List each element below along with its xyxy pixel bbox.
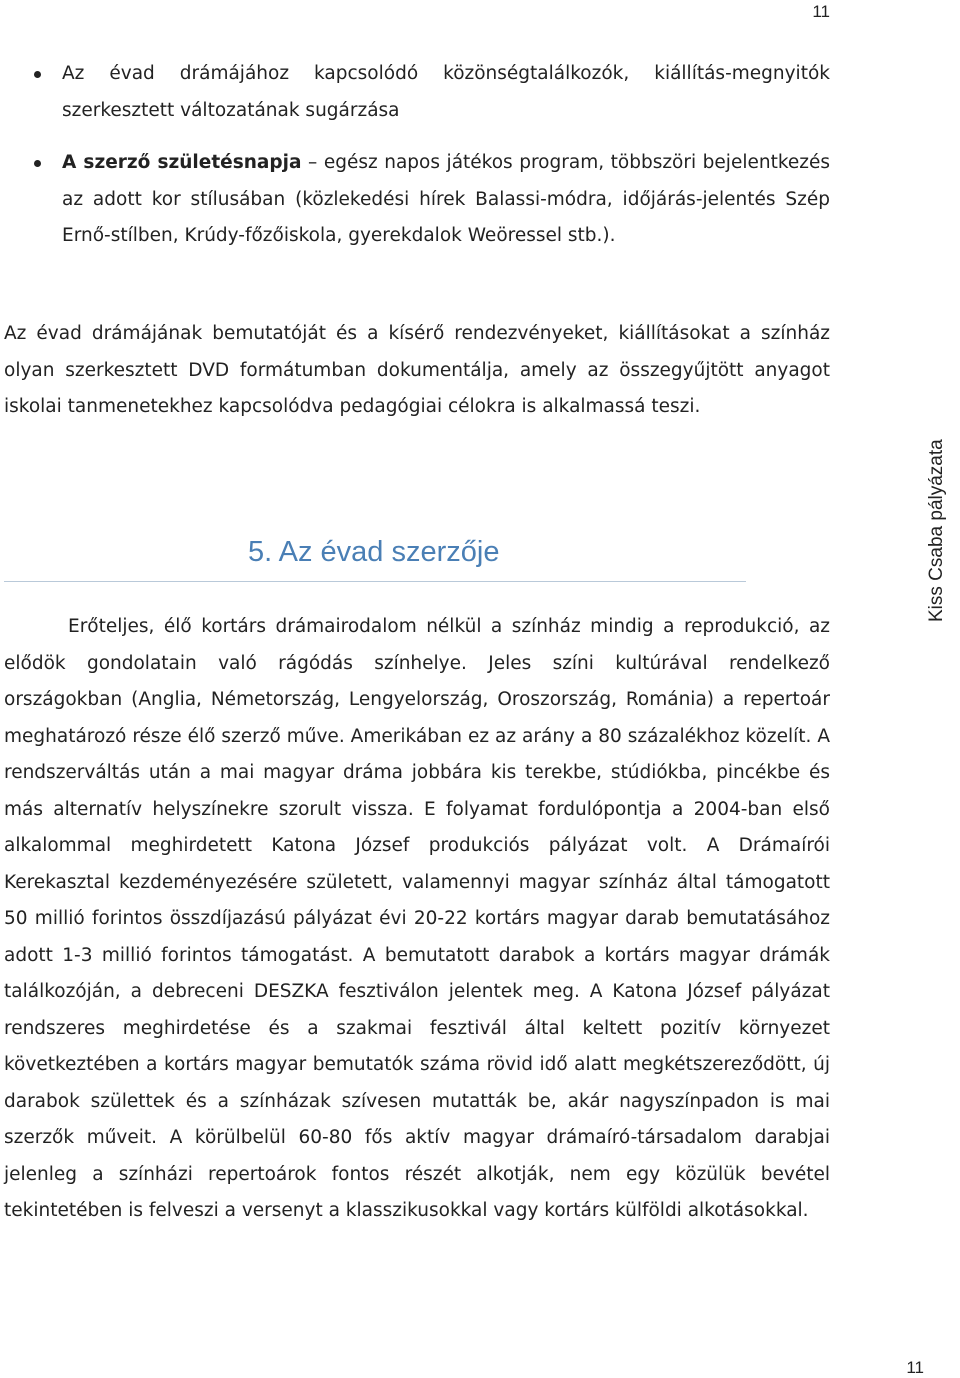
bullet-text: Az évad drámájához kapcsolódó közönségtalálkozók, kiállítás-megnyitók szerkesztett változatának sugárzása bbox=[62, 63, 830, 121]
page-number-bottom: 11 bbox=[906, 1358, 924, 1377]
side-author-label: Kiss Csaba pályázata bbox=[926, 439, 947, 622]
section-body: Erőteljes, élő kortárs drámairodalom nélkül a színház mindig a reprodukció, az elődök gondolatain való rágódás színhelye. Jeles színi kultúrával rendelkező országokban (Anglia, Németország, Lengyelország, Oroszország, Románia) a repertoár meghatározó része élő szerző műve. Amerikában ez az arány a 80 százalékhoz közelít. A rendszerváltás után a mai magyar dráma jobbára kis terekbe, stúdiókba, pincékbe és más alternatív helyszínekre szorult vissza. E folyamat fordulópontja a 2004-ban első alkalommal meghirdetett Katona József produkciós pályázat volt. A Drámaírói Kerekasztal kezdeményezésére született, valamennyi magyar színház által támogatott 50 millió forintos összdíjazású pályázat évi 20-22 kortárs magyar darab bemutatásához adott 1-3 millió forintos támogatást. A bemutatott darabok a kortárs magyar drámák találkozóján, a debreceni DESZKA fesztiválon jelentek meg. A Katona József pályázat rendszeres meghirdetése és a szakmai fesztivál által keltett pozitív környezet következtében a kortárs magyar bemutatók száma rövid idő alatt megkétszereződött, új darabok születtek és a színházak szívesen mutatták be, akár nagyszínpadon is mai szerzők műveit. A körülbelül 60-80 fős aktív magyar drámaíró-társadalom darabjai jelenleg a színházi repertoárok fontos részét alkotják, nem egy közülük bevétel tekintetében is felveszi a versenyt a klasszikusokkal vagy kortárs külföldi alkotásokkal. bbox=[4, 616, 830, 1221]
bullet-text: – egész napos játékos program, többszöri bejelentkezés az adott kor stílusában (közlekedési hírek Balassi-módra, időjárás-jelentés Szép Ernő-stílben, Krúdy-főzőiskola, gyerekdalok Weöressel stb.). bbox=[62, 152, 830, 246]
paragraph-dvd: Az évad drámájának bemutatóját és a kísérő rendezvényeket, kiállításokat a színház olyan szerkesztett DVD formátumban dokumentálja, amely az összegyűjtött anyagot iskolai tanmenetekhez kapcsolódva pedagógiai célokra is alkalmassá teszi. bbox=[4, 323, 830, 417]
bullet-dot-icon bbox=[34, 71, 41, 78]
heading-divider bbox=[4, 581, 746, 582]
bullet-dot-icon bbox=[34, 160, 41, 167]
page-number-top: 11 bbox=[812, 2, 830, 21]
bullet-list bbox=[0, 56, 830, 271]
section-heading: 5. Az évad szerzője bbox=[248, 536, 500, 568]
bullet-item-broadcast bbox=[0, 56, 830, 129]
bullet-item-birthday bbox=[0, 145, 830, 255]
bullet-lead: A szerző születésnapja bbox=[62, 152, 302, 173]
